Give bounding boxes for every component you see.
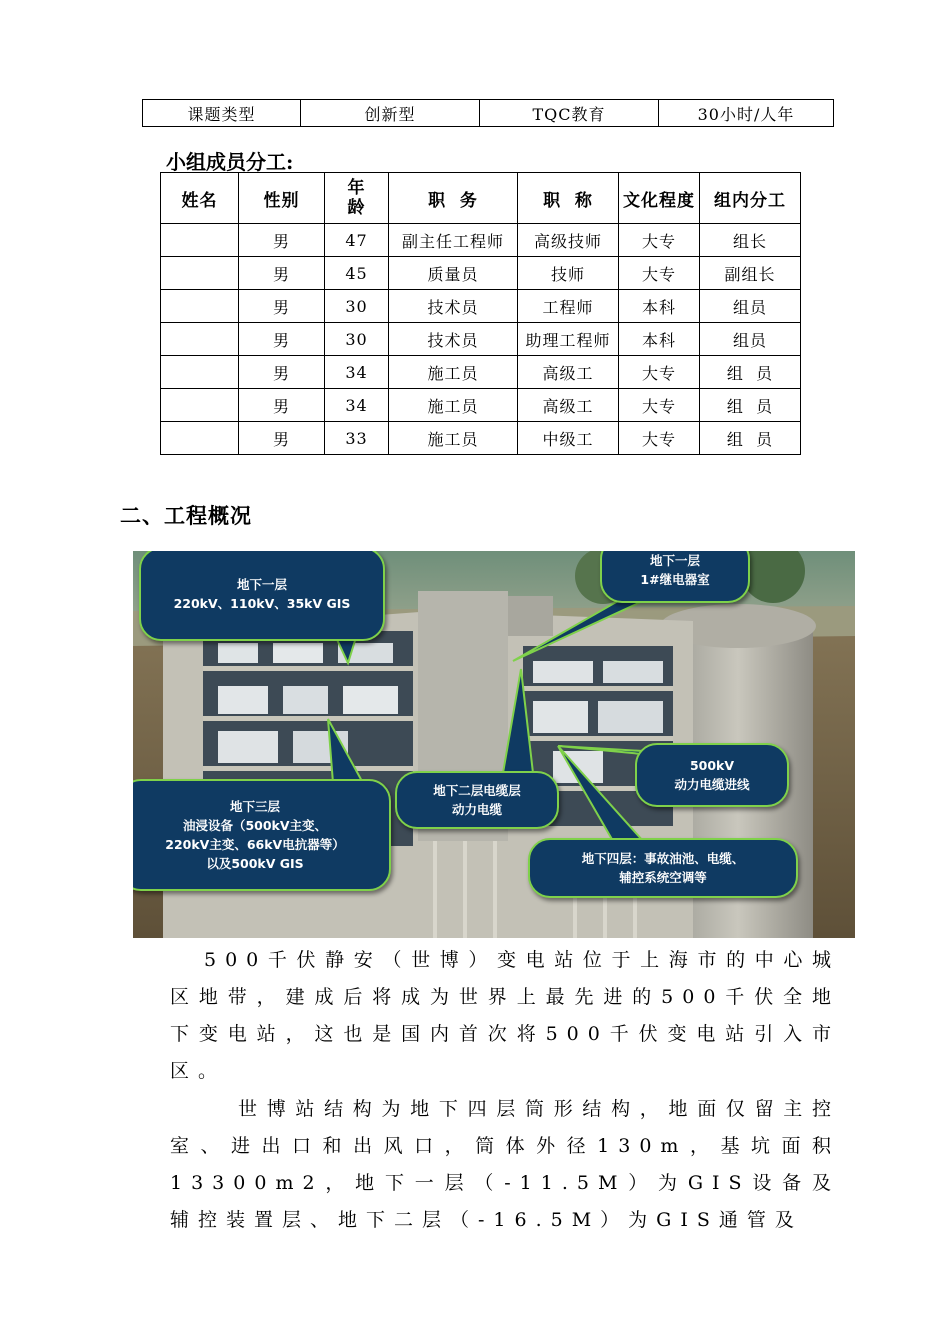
member-gender: 男 [239, 389, 325, 422]
callout-b1-gis-line2: 220kV、110kV、35kV GIS [173, 596, 351, 611]
callout-b1-gis [139, 551, 385, 641]
topic-info-table [142, 99, 834, 127]
member-row [161, 422, 801, 455]
member-age: 30 [325, 323, 389, 356]
callout-b1-relay [600, 551, 750, 603]
header-gender: 性别 [239, 173, 325, 224]
member-age: 47 [325, 224, 389, 257]
topic-education: TQC教育 [480, 100, 659, 127]
member-role: 组 员 [700, 389, 801, 422]
header-age: 年 龄 [325, 173, 389, 224]
member-position: 施工员 [389, 356, 518, 389]
member-name [161, 257, 239, 290]
member-role: 组 员 [700, 356, 801, 389]
members-header-row [161, 173, 801, 224]
member-row [161, 290, 801, 323]
callout-b4-line1: 地下四层：事故油池、电缆、 [581, 851, 745, 866]
callout-b1-relay-line2: 1#继电器室 [640, 572, 710, 587]
member-position: 技术员 [389, 323, 518, 356]
member-role: 副组长 [700, 257, 801, 290]
topic-type-label: 课题类型 [143, 100, 301, 127]
member-title: 高级技师 [518, 224, 619, 257]
header-position: 职 务 [389, 173, 518, 224]
member-title: 高级工 [518, 389, 619, 422]
members-table [160, 172, 801, 455]
member-name [161, 356, 239, 389]
callout-b3-line3: 220kV主变、66kV电抗器等） [165, 837, 345, 852]
member-education: 大专 [619, 389, 700, 422]
callout-b3-line4: 以及500kV GIS [206, 856, 304, 871]
topic-info-row [143, 100, 834, 127]
topic-type-value: 创新型 [301, 100, 480, 127]
member-gender: 男 [239, 290, 325, 323]
member-age: 33 [325, 422, 389, 455]
callout-b3-line2: 油浸设备（500kV主变、 [182, 818, 328, 833]
callout-b3 [133, 779, 391, 891]
member-gender: 男 [239, 323, 325, 356]
header-education: 文化程度 [619, 173, 700, 224]
member-position: 副主任工程师 [389, 224, 518, 257]
member-gender: 男 [239, 422, 325, 455]
callout-power [635, 743, 789, 807]
member-age: 30 [325, 290, 389, 323]
callout-b2-line2: 动力电缆 [451, 802, 502, 817]
member-position: 质量员 [389, 257, 518, 290]
member-title: 工程师 [518, 290, 619, 323]
member-name [161, 290, 239, 323]
member-title: 助理工程师 [518, 323, 619, 356]
member-role: 组 员 [700, 422, 801, 455]
member-gender: 男 [239, 224, 325, 257]
member-role: 组长 [700, 224, 801, 257]
member-education: 本科 [619, 290, 700, 323]
callout-b3-line1: 地下三层 [229, 799, 280, 814]
member-title: 中级工 [518, 422, 619, 455]
overview-paragraph-1: 500千伏静安（世博）变电站位于上海市的中心城区地带，建成后将成为世界上最先进的500千伏全地下变电站，这也是国内首次将500千伏变电站引入市区。 [170, 949, 840, 1082]
member-education: 本科 [619, 323, 700, 356]
member-education: 大专 [619, 257, 700, 290]
member-age: 34 [325, 389, 389, 422]
member-education: 大专 [619, 224, 700, 257]
callout-b2-line1: 地下二层电缆层 [433, 783, 521, 798]
member-age: 45 [325, 257, 389, 290]
header-name: 姓名 [161, 173, 239, 224]
member-age: 34 [325, 356, 389, 389]
callout-power-line2: 动力电缆进线 [674, 777, 750, 792]
member-name [161, 422, 239, 455]
member-name [161, 323, 239, 356]
callout-b1-gis-line1: 地下一层 [236, 577, 287, 592]
member-position: 技术员 [389, 290, 518, 323]
member-position: 施工员 [389, 422, 518, 455]
member-row [161, 257, 801, 290]
section-title: 二、工程概况 [120, 503, 252, 528]
member-gender: 男 [239, 257, 325, 290]
callout-b4-line2: 辅控系统空调等 [619, 870, 707, 885]
member-education: 大专 [619, 422, 700, 455]
overview-paragraph-2: 世博站结构为地下四层筒形结构，地面仅留主控室、进出口和出风口，筒体外径130m，基坑面积13300m2，地下一层（-11.5M）为GIS设备及辅控装置层、地下二层（-16.5M）为GIS通管及 [170, 1098, 840, 1231]
member-row [161, 356, 801, 389]
header-title: 职 称 [518, 173, 619, 224]
member-role: 组员 [700, 290, 801, 323]
members-heading: 小组成员分工: [166, 150, 294, 174]
callout-b2 [395, 771, 559, 829]
member-role: 组员 [700, 323, 801, 356]
callout-b4 [528, 838, 798, 898]
topic-hours: 30小时/人年 [659, 100, 834, 127]
member-row [161, 224, 801, 257]
member-name [161, 224, 239, 257]
member-name [161, 389, 239, 422]
header-role: 组内分工 [700, 173, 801, 224]
callout-b1-relay-line1: 地下一层 [649, 553, 700, 568]
member-gender: 男 [239, 356, 325, 389]
callout-power-line1: 500kV [689, 758, 735, 773]
member-row [161, 323, 801, 356]
substation-illustration [133, 551, 855, 938]
member-education: 大专 [619, 356, 700, 389]
member-position: 施工员 [389, 389, 518, 422]
member-title: 技师 [518, 257, 619, 290]
members-body [161, 224, 801, 455]
member-row [161, 389, 801, 422]
member-title: 高级工 [518, 356, 619, 389]
